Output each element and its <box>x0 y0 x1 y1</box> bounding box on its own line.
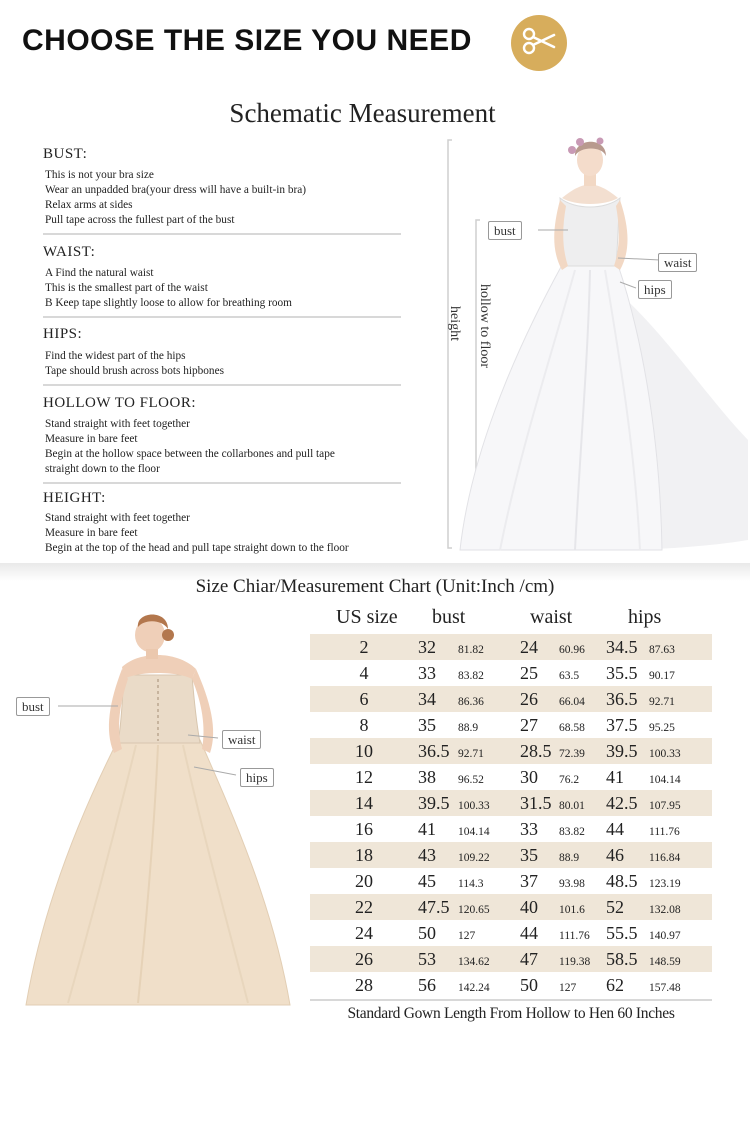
size-cell: 18 <box>355 845 373 865</box>
table-row <box>310 972 712 998</box>
bust-tag: bust <box>16 697 50 716</box>
column-header: waist <box>530 606 573 628</box>
inch-cell: 26 <box>520 689 538 709</box>
hollow-heading: HOLLOW TO FLOOR: <box>43 395 197 411</box>
size-cell: 22 <box>355 897 373 917</box>
size-cell: 12 <box>355 767 373 787</box>
inch-cell: 41 <box>606 767 624 787</box>
height-line: Begin at the top of the head and pull tape straight down to the floor <box>45 542 349 554</box>
cm-cell: 116.84 <box>649 852 681 864</box>
table-row <box>310 634 712 660</box>
inch-cell: 52 <box>606 897 624 917</box>
inch-cell: 44 <box>606 819 624 839</box>
cm-cell: 104.14 <box>458 826 490 838</box>
cm-cell: 72.39 <box>559 748 585 760</box>
waist-line: B Keep tape slightly loose to allow for breathing room <box>45 297 292 309</box>
size-cell: 26 <box>355 949 373 969</box>
inch-cell: 38 <box>418 767 436 787</box>
cm-cell: 140.97 <box>649 930 681 942</box>
hollow-label: hollow to floor <box>477 284 492 368</box>
size-cell: 14 <box>355 793 373 813</box>
table-row <box>310 660 712 686</box>
cm-cell: 114.3 <box>458 878 484 890</box>
size-cell: 20 <box>355 871 373 891</box>
table-row <box>310 712 712 738</box>
inch-cell: 36.5 <box>418 741 450 761</box>
cm-cell: 100.33 <box>649 748 681 760</box>
cm-cell: 95.25 <box>649 722 675 734</box>
cm-cell: 96.52 <box>458 774 484 786</box>
cm-cell: 92.71 <box>649 696 675 708</box>
inch-cell: 39.5 <box>606 741 638 761</box>
inch-cell: 43 <box>418 845 436 865</box>
cm-cell: 109.22 <box>458 852 490 864</box>
table-row <box>310 738 712 764</box>
inch-cell: 25 <box>520 663 538 683</box>
size-cell: 10 <box>355 741 373 761</box>
table-row <box>310 816 712 842</box>
waist-line: A Find the natural waist <box>45 267 154 279</box>
bust-line: This is not your bra size <box>45 169 154 181</box>
hips-tag: hips <box>240 768 274 787</box>
cm-cell: 86.36 <box>458 696 484 708</box>
inch-cell: 37.5 <box>606 715 638 735</box>
height-line: Measure in bare feet <box>45 527 138 539</box>
cm-cell: 142.24 <box>458 982 490 994</box>
inch-cell: 28.5 <box>520 741 552 761</box>
size-cell: 24 <box>355 923 373 943</box>
size-cell: 2 <box>359 637 369 657</box>
inch-cell: 34 <box>418 689 436 709</box>
inch-cell: 45 <box>418 871 436 891</box>
inch-cell: 36.5 <box>606 689 638 709</box>
cm-cell: 134.62 <box>458 956 490 968</box>
hollow-line: Stand straight with feet together <box>45 418 190 430</box>
inch-cell: 31.5 <box>520 793 552 813</box>
inch-cell: 39.5 <box>418 793 450 813</box>
inch-cell: 47.5 <box>418 897 450 917</box>
waist-tag: waist <box>658 253 697 272</box>
hollow-line: Measure in bare feet <box>45 433 138 445</box>
inch-cell: 24 <box>520 637 538 657</box>
size-cell: 6 <box>359 689 369 709</box>
cm-cell: 81.82 <box>458 644 484 656</box>
hips-line: Find the widest part of the hips <box>45 350 186 362</box>
inch-cell: 48.5 <box>606 871 638 891</box>
cm-cell: 76.2 <box>559 774 580 786</box>
cm-cell: 157.48 <box>649 982 681 994</box>
height-heading: HEIGHT: <box>43 490 106 506</box>
cm-cell: 127 <box>458 930 476 942</box>
inch-cell: 34.5 <box>606 637 638 657</box>
column-header: bust <box>432 606 466 628</box>
cm-cell: 123.19 <box>649 878 681 890</box>
inch-cell: 32 <box>418 637 436 657</box>
waist-heading: WAIST: <box>43 244 96 260</box>
height-label: height <box>447 306 462 341</box>
inch-cell: 47 <box>520 949 538 969</box>
table-row <box>310 842 712 868</box>
inch-cell: 30 <box>520 767 538 787</box>
table-row <box>310 946 712 972</box>
inch-cell: 35 <box>418 715 436 735</box>
size-cell: 16 <box>355 819 373 839</box>
cm-cell: 101.6 <box>559 904 585 916</box>
inch-cell: 42.5 <box>606 793 638 813</box>
cm-cell: 120.65 <box>458 904 490 916</box>
cm-cell: 111.76 <box>559 930 590 942</box>
column-header: hips <box>628 606 662 628</box>
divider <box>43 316 401 318</box>
cm-cell: 88.9 <box>458 722 479 734</box>
cm-cell: 100.33 <box>458 800 490 812</box>
inch-cell: 35 <box>520 845 538 865</box>
size-cell: 8 <box>359 715 369 735</box>
cm-cell: 83.82 <box>559 826 585 838</box>
hips-line: Tape should brush across bots hipbones <box>45 365 224 377</box>
inch-cell: 53 <box>418 949 436 969</box>
column-header: US size <box>336 606 398 628</box>
table-row <box>310 920 712 946</box>
table-row <box>310 790 712 816</box>
hips-tag: hips <box>638 280 672 299</box>
height-line: Stand straight with feet together <box>45 512 190 524</box>
divider <box>43 233 401 235</box>
scissors-icon <box>522 26 556 61</box>
bride-back-figure <box>18 605 300 1025</box>
size-cell: 28 <box>355 975 373 995</box>
cm-cell: 88.9 <box>559 852 580 864</box>
schematic-title: Schematic Measurement <box>229 98 496 128</box>
bust-tag: bust <box>488 221 522 240</box>
chart-title: Size Chiar/Measurement Chart (Unit:Inch /cm) <box>195 576 555 597</box>
hollow-line: straight down to the floor <box>45 463 160 475</box>
inch-cell: 40 <box>520 897 538 917</box>
scissors-badge <box>511 15 567 71</box>
inch-cell: 44 <box>520 923 538 943</box>
cm-cell: 111.76 <box>649 826 680 838</box>
cm-cell: 92.71 <box>458 748 484 760</box>
table-bottom-rule <box>310 999 712 1001</box>
inch-cell: 55.5 <box>606 923 638 943</box>
bust-line: Relax arms at sides <box>45 199 133 211</box>
size-cell: 4 <box>359 663 369 683</box>
cm-cell: 66.04 <box>559 696 585 708</box>
table-row <box>310 764 712 790</box>
bust-heading: BUST: <box>43 146 88 162</box>
divider <box>43 384 401 386</box>
inch-cell: 33 <box>520 819 538 839</box>
cm-cell: 90.17 <box>649 670 675 682</box>
table-row <box>310 686 712 712</box>
inch-cell: 37 <box>520 871 538 891</box>
inch-cell: 50 <box>520 975 538 995</box>
hollow-line: Begin at the hollow space between the collarbones and pull tape <box>45 448 335 460</box>
cm-cell: 132.08 <box>649 904 681 916</box>
inch-cell: 27 <box>520 715 538 735</box>
cm-cell: 127 <box>559 982 577 994</box>
cm-cell: 104.14 <box>649 774 681 786</box>
cm-cell: 60.96 <box>559 644 585 656</box>
page-title: CHOOSE THE SIZE YOU NEED <box>22 24 472 57</box>
cm-cell: 107.95 <box>649 800 681 812</box>
inch-cell: 46 <box>606 845 624 865</box>
inch-cell: 58.5 <box>606 949 638 969</box>
cm-cell: 83.82 <box>458 670 484 682</box>
cm-cell: 63.5 <box>559 670 580 682</box>
inch-cell: 41 <box>418 819 436 839</box>
waist-tag: waist <box>222 730 261 749</box>
inch-cell: 62 <box>606 975 624 995</box>
table-row <box>310 894 712 920</box>
waist-line: This is the smallest part of the waist <box>45 282 208 294</box>
table-row <box>310 868 712 894</box>
cm-cell: 68.58 <box>559 722 585 734</box>
cm-cell: 80.01 <box>559 800 585 812</box>
gown-length-note: Standard Gown Length From Hollow to Hen 60 Inches <box>347 1005 675 1022</box>
hips-heading: HIPS: <box>43 326 83 342</box>
cm-cell: 148.59 <box>649 956 681 968</box>
cm-cell: 119.38 <box>559 956 591 968</box>
bust-line: Wear an unpadded bra(your dress will have a built-in bra) <box>45 184 307 196</box>
bust-line: Pull tape across the fullest part of the bust <box>45 214 235 226</box>
inch-cell: 50 <box>418 923 436 943</box>
inch-cell: 33 <box>418 663 436 683</box>
divider <box>43 482 401 484</box>
cm-cell: 87.63 <box>649 644 675 656</box>
inch-cell: 35.5 <box>606 663 638 683</box>
inch-cell: 56 <box>418 975 436 995</box>
cm-cell: 93.98 <box>559 878 585 890</box>
